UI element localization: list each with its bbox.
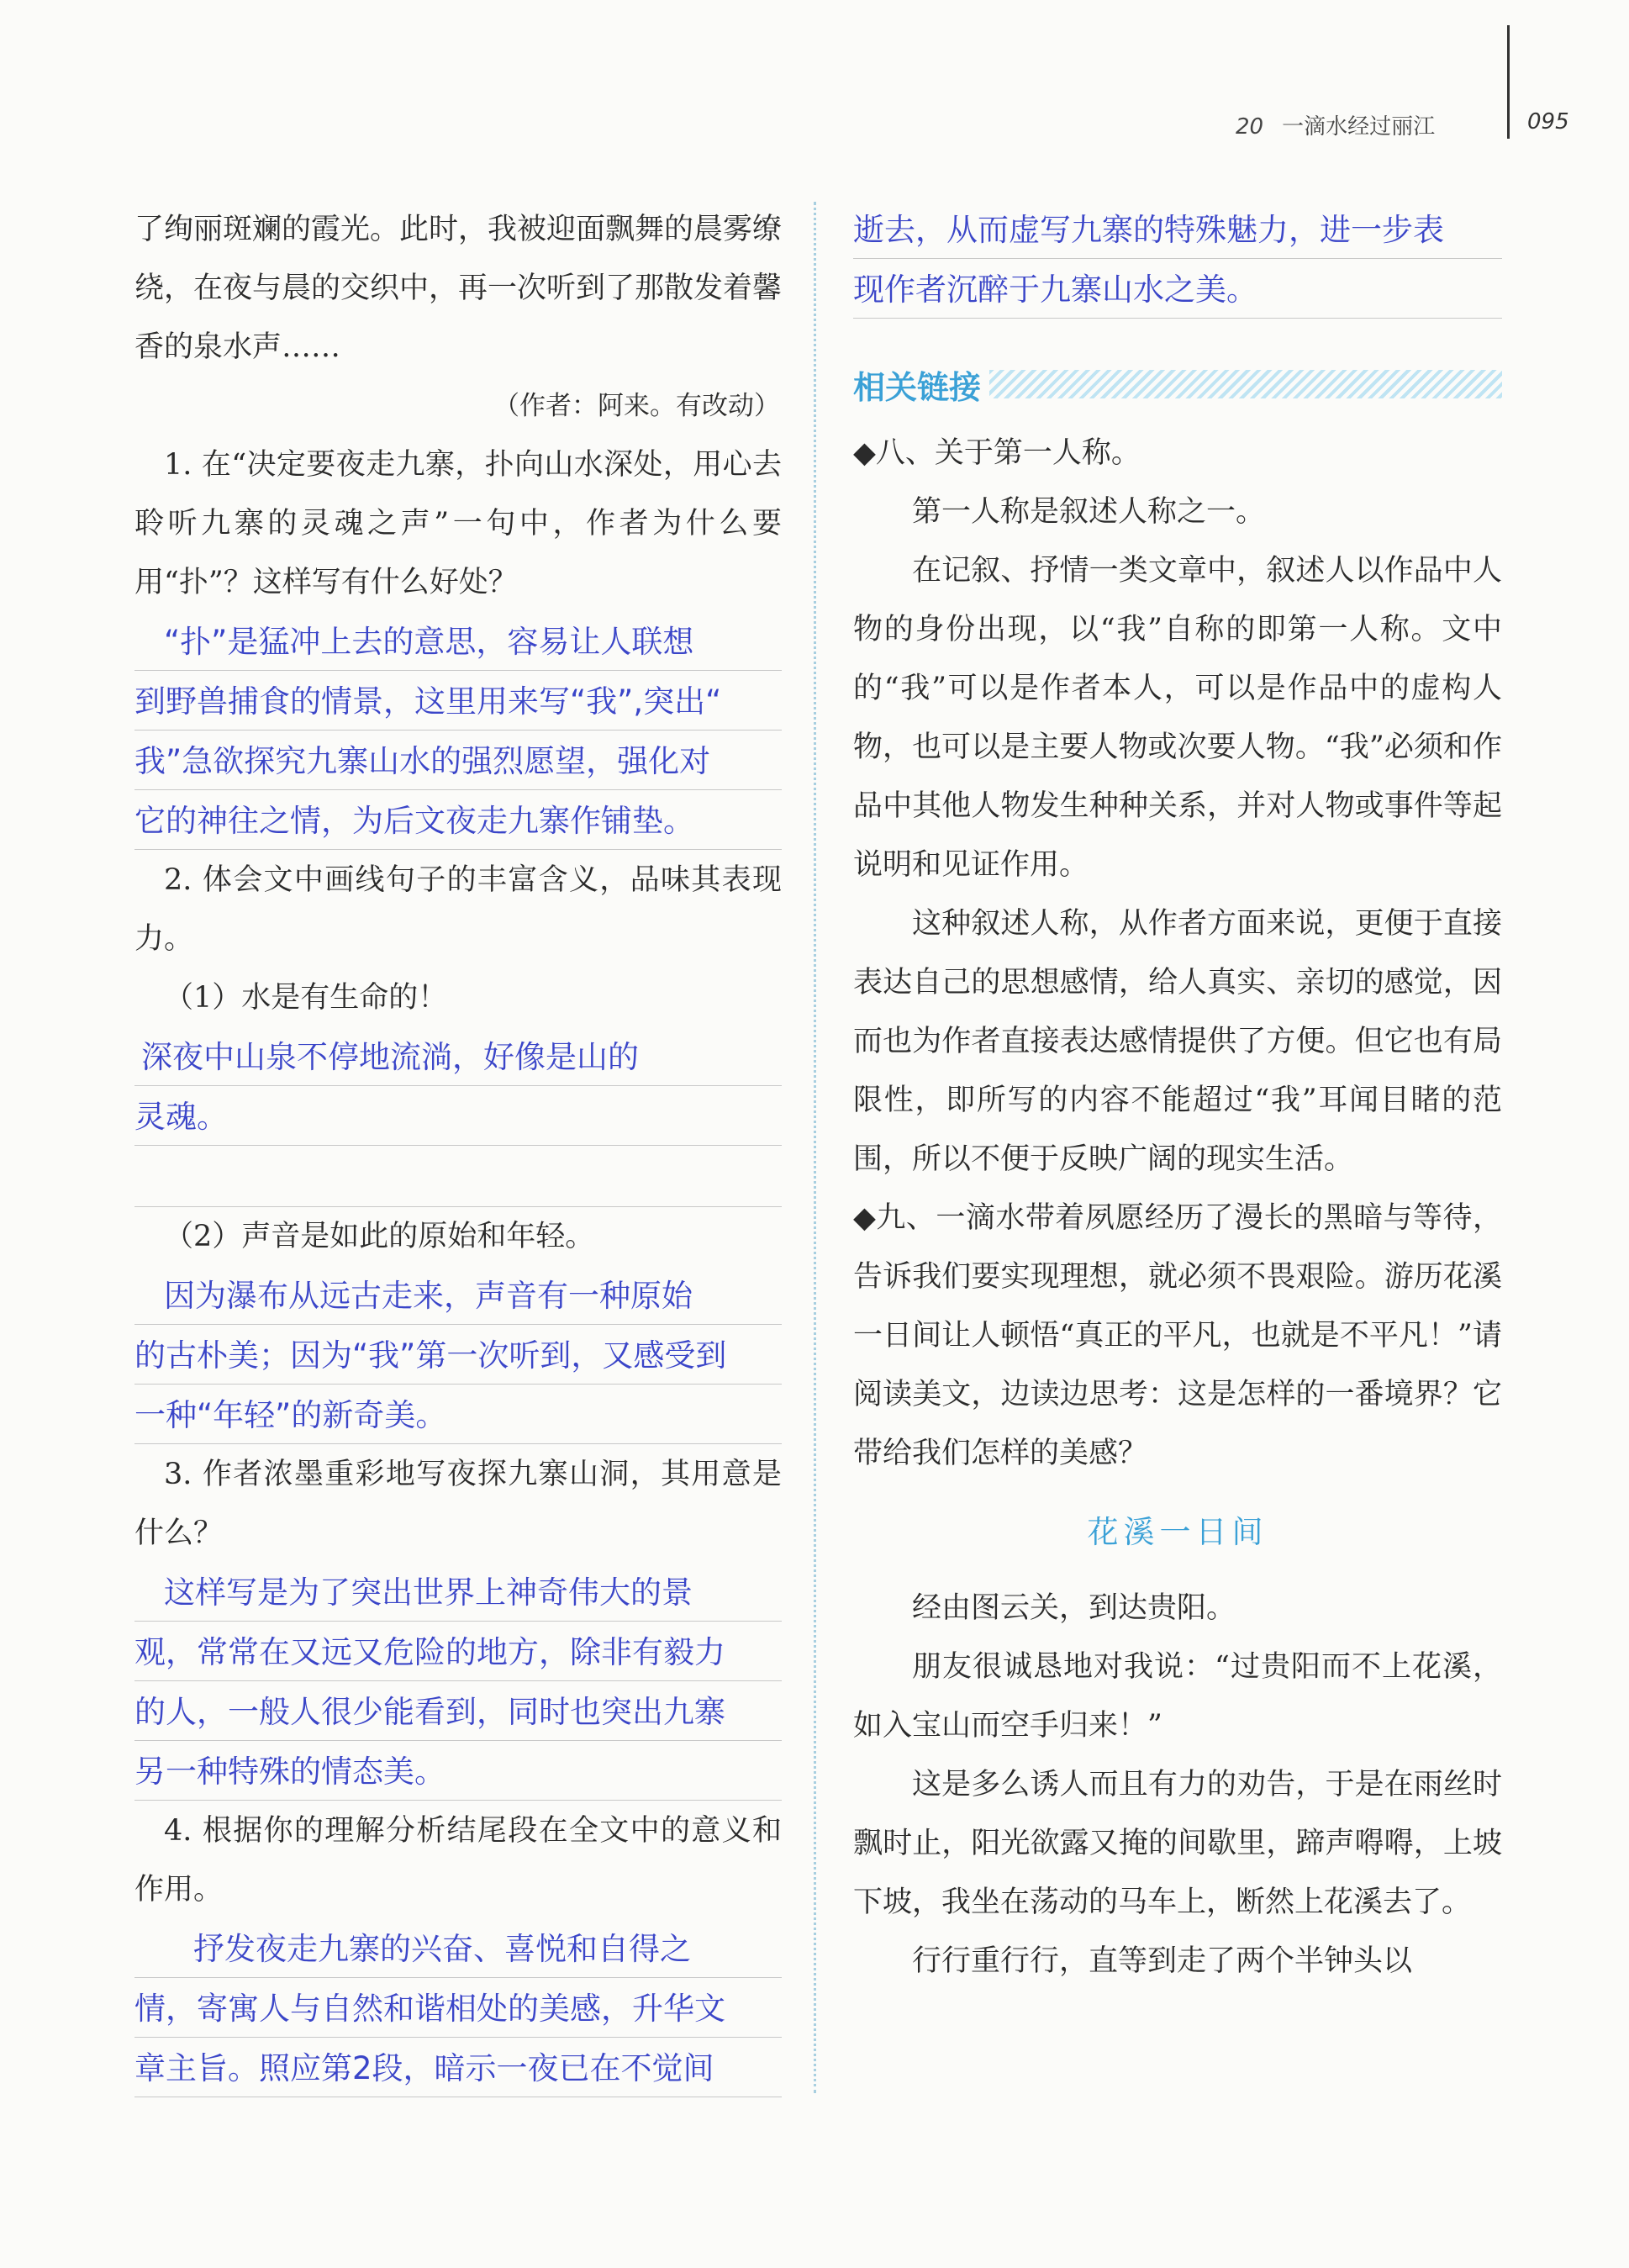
section-stripes — [989, 370, 1502, 398]
section-header — [853, 353, 1502, 415]
story-paragraph: 这是多么诱人而且有力的劝告，于是在雨丝时飘时止，阳光欲露又掩的间歇里，蹄声嘚嘚，上坡下坡，我坐在荡动的马车上，断然上花溪去了。 — [853, 1768, 1502, 1919]
answer-line: “扑”是猛冲上去的意思，容易让人联想 — [134, 612, 782, 672]
item-8-paragraph: 这种叙述人称，从作者方面来说，更便于直接表达自己的思想感情，给人真实、亲切的感觉，因而也为作者直接表达感情提供了方便。但它也有局限性，即所写的内容不能超过“我”耳闻目睹的范围，所以不便于反映广阔的现实生活。 — [853, 907, 1502, 1176]
author-credit: （作者：阿来。有改动） — [493, 391, 780, 421]
answer-line: 一种“年轻”的新奇美。 — [134, 1385, 782, 1445]
answer-2-1 — [134, 1027, 782, 1207]
story-title: 花溪一日间 — [1087, 1514, 1268, 1550]
answer-line: 逝去，从而虚写九寨的特殊魅力，进一步表 — [853, 200, 1502, 260]
left-column — [134, 200, 782, 2098]
question-2-2: （2）声音是如此的原始和年轻。 — [164, 1220, 595, 1253]
header-rule — [1507, 25, 1510, 139]
answer-4-continued — [853, 200, 1502, 319]
right-column — [853, 200, 1502, 1991]
column-divider — [814, 202, 816, 2093]
question-2: 2. 体会文中画线句子的丰富含义，品味其表现力。 — [134, 863, 782, 956]
answer-1 — [134, 612, 782, 851]
question-4: 4. 根据你的理解分析结尾段在全文中的意义和作用。 — [134, 1814, 782, 1907]
answer-line: 它的神往之情，为后文夜走九寨作铺垫。 — [134, 791, 782, 851]
item-9: ◆九、一滴水带着夙愿经历了漫长的黑暗与等待，告诉我们要实现理想，就必须不畏艰险。游历花溪一日间让人顿悟“真正的平凡，也就是不平凡！”请阅读美文，边读边思考：这是怎样的一番境界？它带给我们怎样的美感？ — [853, 1201, 1502, 1470]
section-title: 相关链接 — [853, 368, 982, 406]
page-number: 095 — [1527, 109, 1569, 134]
answer-line: 深夜中山泉不停地流淌，好像是山的 — [134, 1027, 782, 1087]
answer-line: 因为瀑布从远古走来，声音有一种原始 — [134, 1266, 782, 1326]
answer-line: 现作者沉醉于九寨山水之美。 — [853, 260, 1502, 319]
story-paragraph: 行行重行行，直等到走了两个半钟头以 — [912, 1944, 1413, 1978]
answer-line: 另一种特殊的情态美。 — [134, 1742, 782, 1801]
answer-line: 到野兽捕食的情景，这里用来写“我”,突出“ — [134, 672, 782, 731]
blank-answer-line[interactable] — [134, 1147, 782, 1207]
answer-line: 这样写是为了突出世界上神奇伟大的景 — [134, 1563, 782, 1622]
answer-line: 灵魂。 — [134, 1087, 782, 1147]
running-header — [1236, 109, 1435, 140]
story-paragraph: 经由图云关，到达贵阳。 — [912, 1591, 1236, 1625]
question-2-1: （1）水是有生命的！ — [164, 981, 448, 1015]
story-paragraph: 朋友很诚恳地对我说：“过贵阳而不上花溪，如入宝山而空手归来！” — [853, 1650, 1502, 1743]
answer-line: 观，常常在又远又危险的地方，除非有毅力 — [134, 1622, 782, 1682]
answer-3 — [134, 1563, 782, 1801]
answer-line: 章主旨。照应第2段，暗示一夜已在不觉间 — [134, 2039, 782, 2098]
question-3: 3. 作者浓墨重彩地写夜探九寨山洞，其用意是什么？ — [134, 1458, 782, 1550]
item-8-paragraph: 在记叙、抒情一类文章中，叙述人以作品中人物的身份出现，以“我”自称的即第一人称。文中的“我”可以是作者本人，可以是作品中的虚构人物，也可以是主要人物或次要人物。“我”必须和作品中其他人物发生种种关系，并对人物或事件等起说明和见证作用。 — [853, 554, 1502, 882]
question-1: 1. 在“决定要夜走九寨，扑向山水深处，用心去聆听九寨的灵魂之声”一句中，作者为什么要用“扑”？这样写有什么好处？ — [134, 448, 782, 599]
answer-2-2 — [134, 1266, 782, 1445]
chapter-number: 20 — [1236, 114, 1264, 140]
chapter-title: 一滴水经过丽江 — [1282, 114, 1436, 140]
answer-line: 我”急欲探究九寨山水的强烈愿望，强化对 — [134, 731, 782, 791]
answer-line: 的人，一般人很少能看到，同时也突出九寨 — [134, 1682, 782, 1742]
item-8-paragraph: 第一人称是叙述人称之一。 — [912, 495, 1266, 529]
answer-4 — [134, 1919, 782, 2098]
item-8-title: ◆八、关于第一人称。 — [853, 436, 1141, 470]
answer-line: 情，寄寓人与自然和谐相处的美感，升华文 — [134, 1979, 782, 2039]
answer-line: 抒发夜走九寨的兴奋、喜悦和自得之 — [134, 1919, 782, 1979]
answer-line: 的古朴美；因为“我”第一次听到，又感受到 — [134, 1326, 782, 1385]
passage-ending: 了绚丽斑斓的霞光。此时，我被迎面飘舞的晨雾缭绕，在夜与晨的交织中，再一次听到了那散发着馨香的泉水声…… — [134, 213, 783, 364]
